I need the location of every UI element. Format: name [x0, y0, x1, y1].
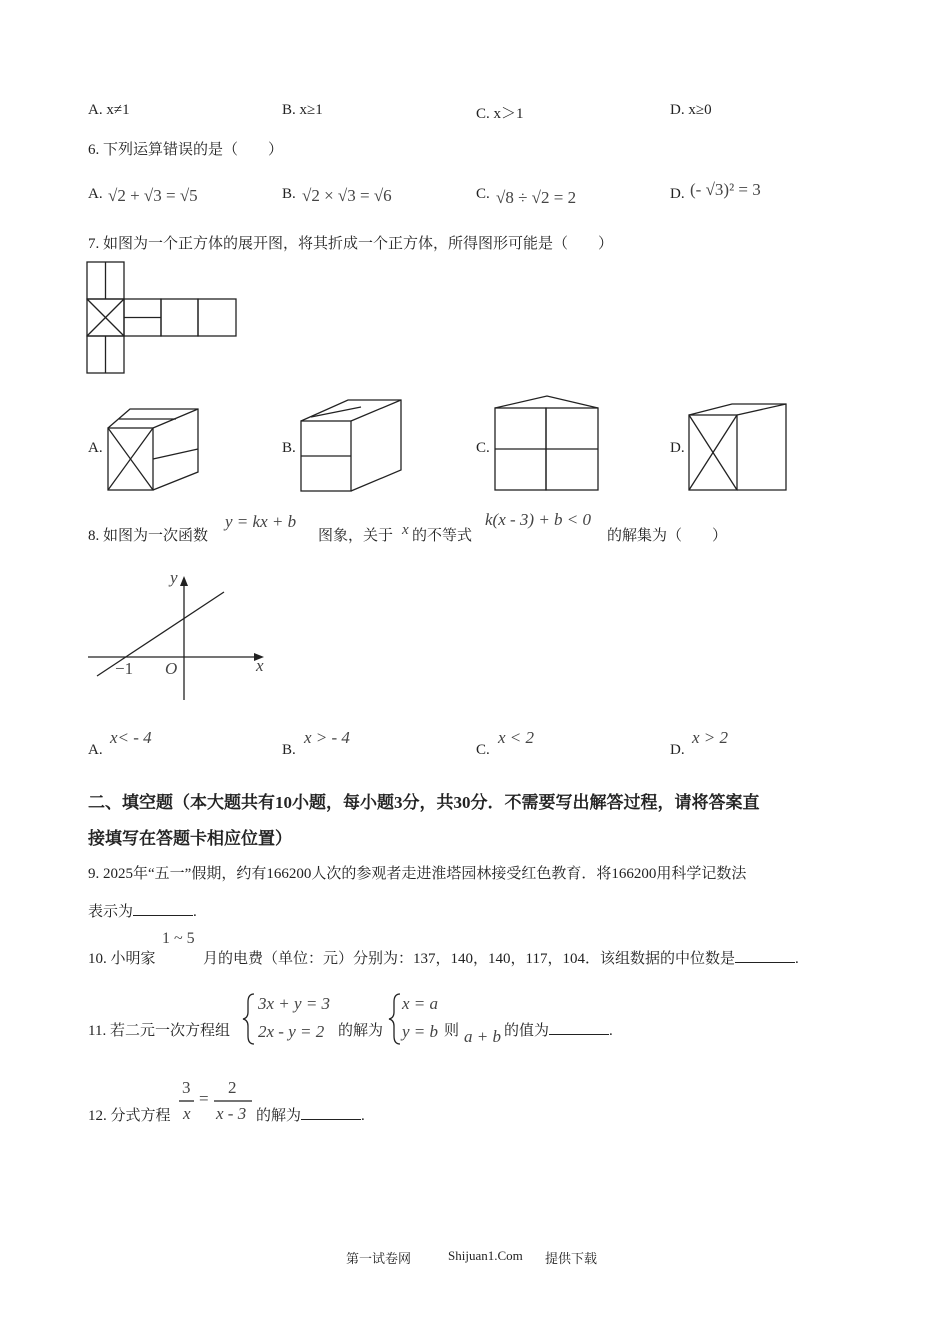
q6-a-expr: √2 + √3 = √5 — [108, 186, 198, 205]
q8-inequality: k(x - 3) + b < 0 — [485, 510, 592, 529]
q6-b-expr: √2 × √3 = √6 — [302, 186, 392, 205]
q8-c-label: C. — [476, 742, 490, 758]
footer-domain[interactable]: Shijuan1.Com — [448, 1248, 523, 1263]
footer-note: 提供下载 — [545, 1251, 598, 1266]
q9-line2-pre: 表示为 — [88, 904, 134, 920]
q10-post: 月的电费（单位：元）分别为：137，140，140，117，104．该组数据的中位数是 — [203, 951, 735, 967]
q7-option-d-label: D. — [670, 440, 685, 456]
q12-post: 的解为 — [256, 1108, 302, 1124]
q11-mid: 的解为 — [338, 1023, 384, 1039]
q7-option-c-label: C. — [476, 440, 490, 456]
q11-end: . — [609, 1023, 613, 1039]
q12-num2: 2 — [228, 1078, 237, 1097]
section2-heading-line2: 接填写在答题卡相应位置） — [88, 829, 292, 848]
q12-line — [256, 1104, 365, 1125]
q6-d-expr: (- √3)² = 3 — [690, 180, 761, 199]
q12-den1: x — [183, 1104, 191, 1123]
q6-stem: 6. 下列运算错误的是（ ） — [88, 142, 284, 158]
q5-option-b: B. x≥1 — [282, 102, 323, 118]
section2-heading-line1: 二、填空题（本大题共有10小题，每小题3分，共30分．不需要写出解答过程，请将答案直 — [88, 793, 760, 812]
q8-a-expr: x< - 4 — [110, 728, 152, 747]
q6-c-label: C. — [476, 186, 490, 202]
q11-sol1: x = a — [402, 994, 439, 1013]
q8-d-expr: x > 2 — [692, 728, 729, 747]
q6-c-expr: √8 ÷ √2 = 2 — [496, 188, 577, 207]
q12-answer-blank[interactable] — [301, 1107, 361, 1120]
q12-num1: 3 — [182, 1078, 191, 1097]
q8-function: y = kx + b — [225, 512, 297, 531]
graph-origin-label: O — [165, 659, 178, 678]
graph-neg-one-label: −1 — [115, 659, 134, 678]
q11-eq1: 3x + y = 3 — [258, 994, 331, 1013]
q7-option-a-label: A. — [88, 440, 103, 456]
q10-end: . — [794, 951, 799, 967]
q8-b-expr: x > - 4 — [304, 728, 350, 747]
q11-sol2: y = b — [402, 1022, 439, 1041]
q6-a-label: A. — [88, 186, 103, 202]
graph-x-label: x — [256, 656, 264, 675]
q11-then: 则 — [444, 1023, 460, 1039]
q11-pre: 11. 若二元一次方程组 — [88, 1023, 230, 1039]
q8-stem-mid: 图象，关于 — [318, 528, 394, 544]
q5-option-d: D. x≥0 — [670, 102, 712, 118]
q10-range: 1 ~ 5 — [162, 930, 195, 947]
graph-y-label: y — [170, 568, 178, 587]
q10-pre: 10. 小明家 — [88, 951, 156, 967]
q6-b-label: B. — [282, 186, 296, 202]
q9-line1: 9. 2025年“五一”假期，约有166200人次的参观者走进淮塔园林接受红色教育．将166200用科学记数法 — [88, 866, 747, 882]
q5-option-a: A. x≠1 — [88, 102, 130, 118]
q8-stem-pre: 8. 如图为一次函数 — [88, 528, 209, 544]
q8-stem-mid2: 的不等式 — [412, 528, 473, 544]
q12-den2: x - 3 — [216, 1104, 247, 1123]
q6-d-label: D. — [670, 186, 685, 202]
q12-equals: = — [199, 1089, 209, 1108]
q7-option-b-label: B. — [282, 440, 296, 456]
q8-variable: x — [402, 522, 409, 538]
q7-stem: 7. 如图为一个正方体的展开图，将其折成一个正方体，所得图形可能是（ ） — [88, 236, 614, 252]
q11-post: 的值为 — [504, 1023, 550, 1039]
q8-c-expr: x < 2 — [498, 728, 535, 747]
q8-a-label: A. — [88, 742, 103, 758]
q11-eq2: 2x - y = 2 — [258, 1022, 325, 1041]
q8-stem-post: 的解集为（ ） — [607, 528, 728, 544]
q12-pre: 12. 分式方程 — [88, 1108, 171, 1124]
q9-line2-end: . — [193, 904, 197, 920]
q11-expr: a + b — [464, 1027, 501, 1046]
q5-option-c: C. x＞1 — [476, 106, 524, 122]
q12-end: . — [361, 1108, 365, 1124]
q8-b-label: B. — [282, 742, 296, 758]
footer-site: 第一试卷网 — [346, 1251, 412, 1266]
q8-d-label: D. — [670, 742, 685, 758]
